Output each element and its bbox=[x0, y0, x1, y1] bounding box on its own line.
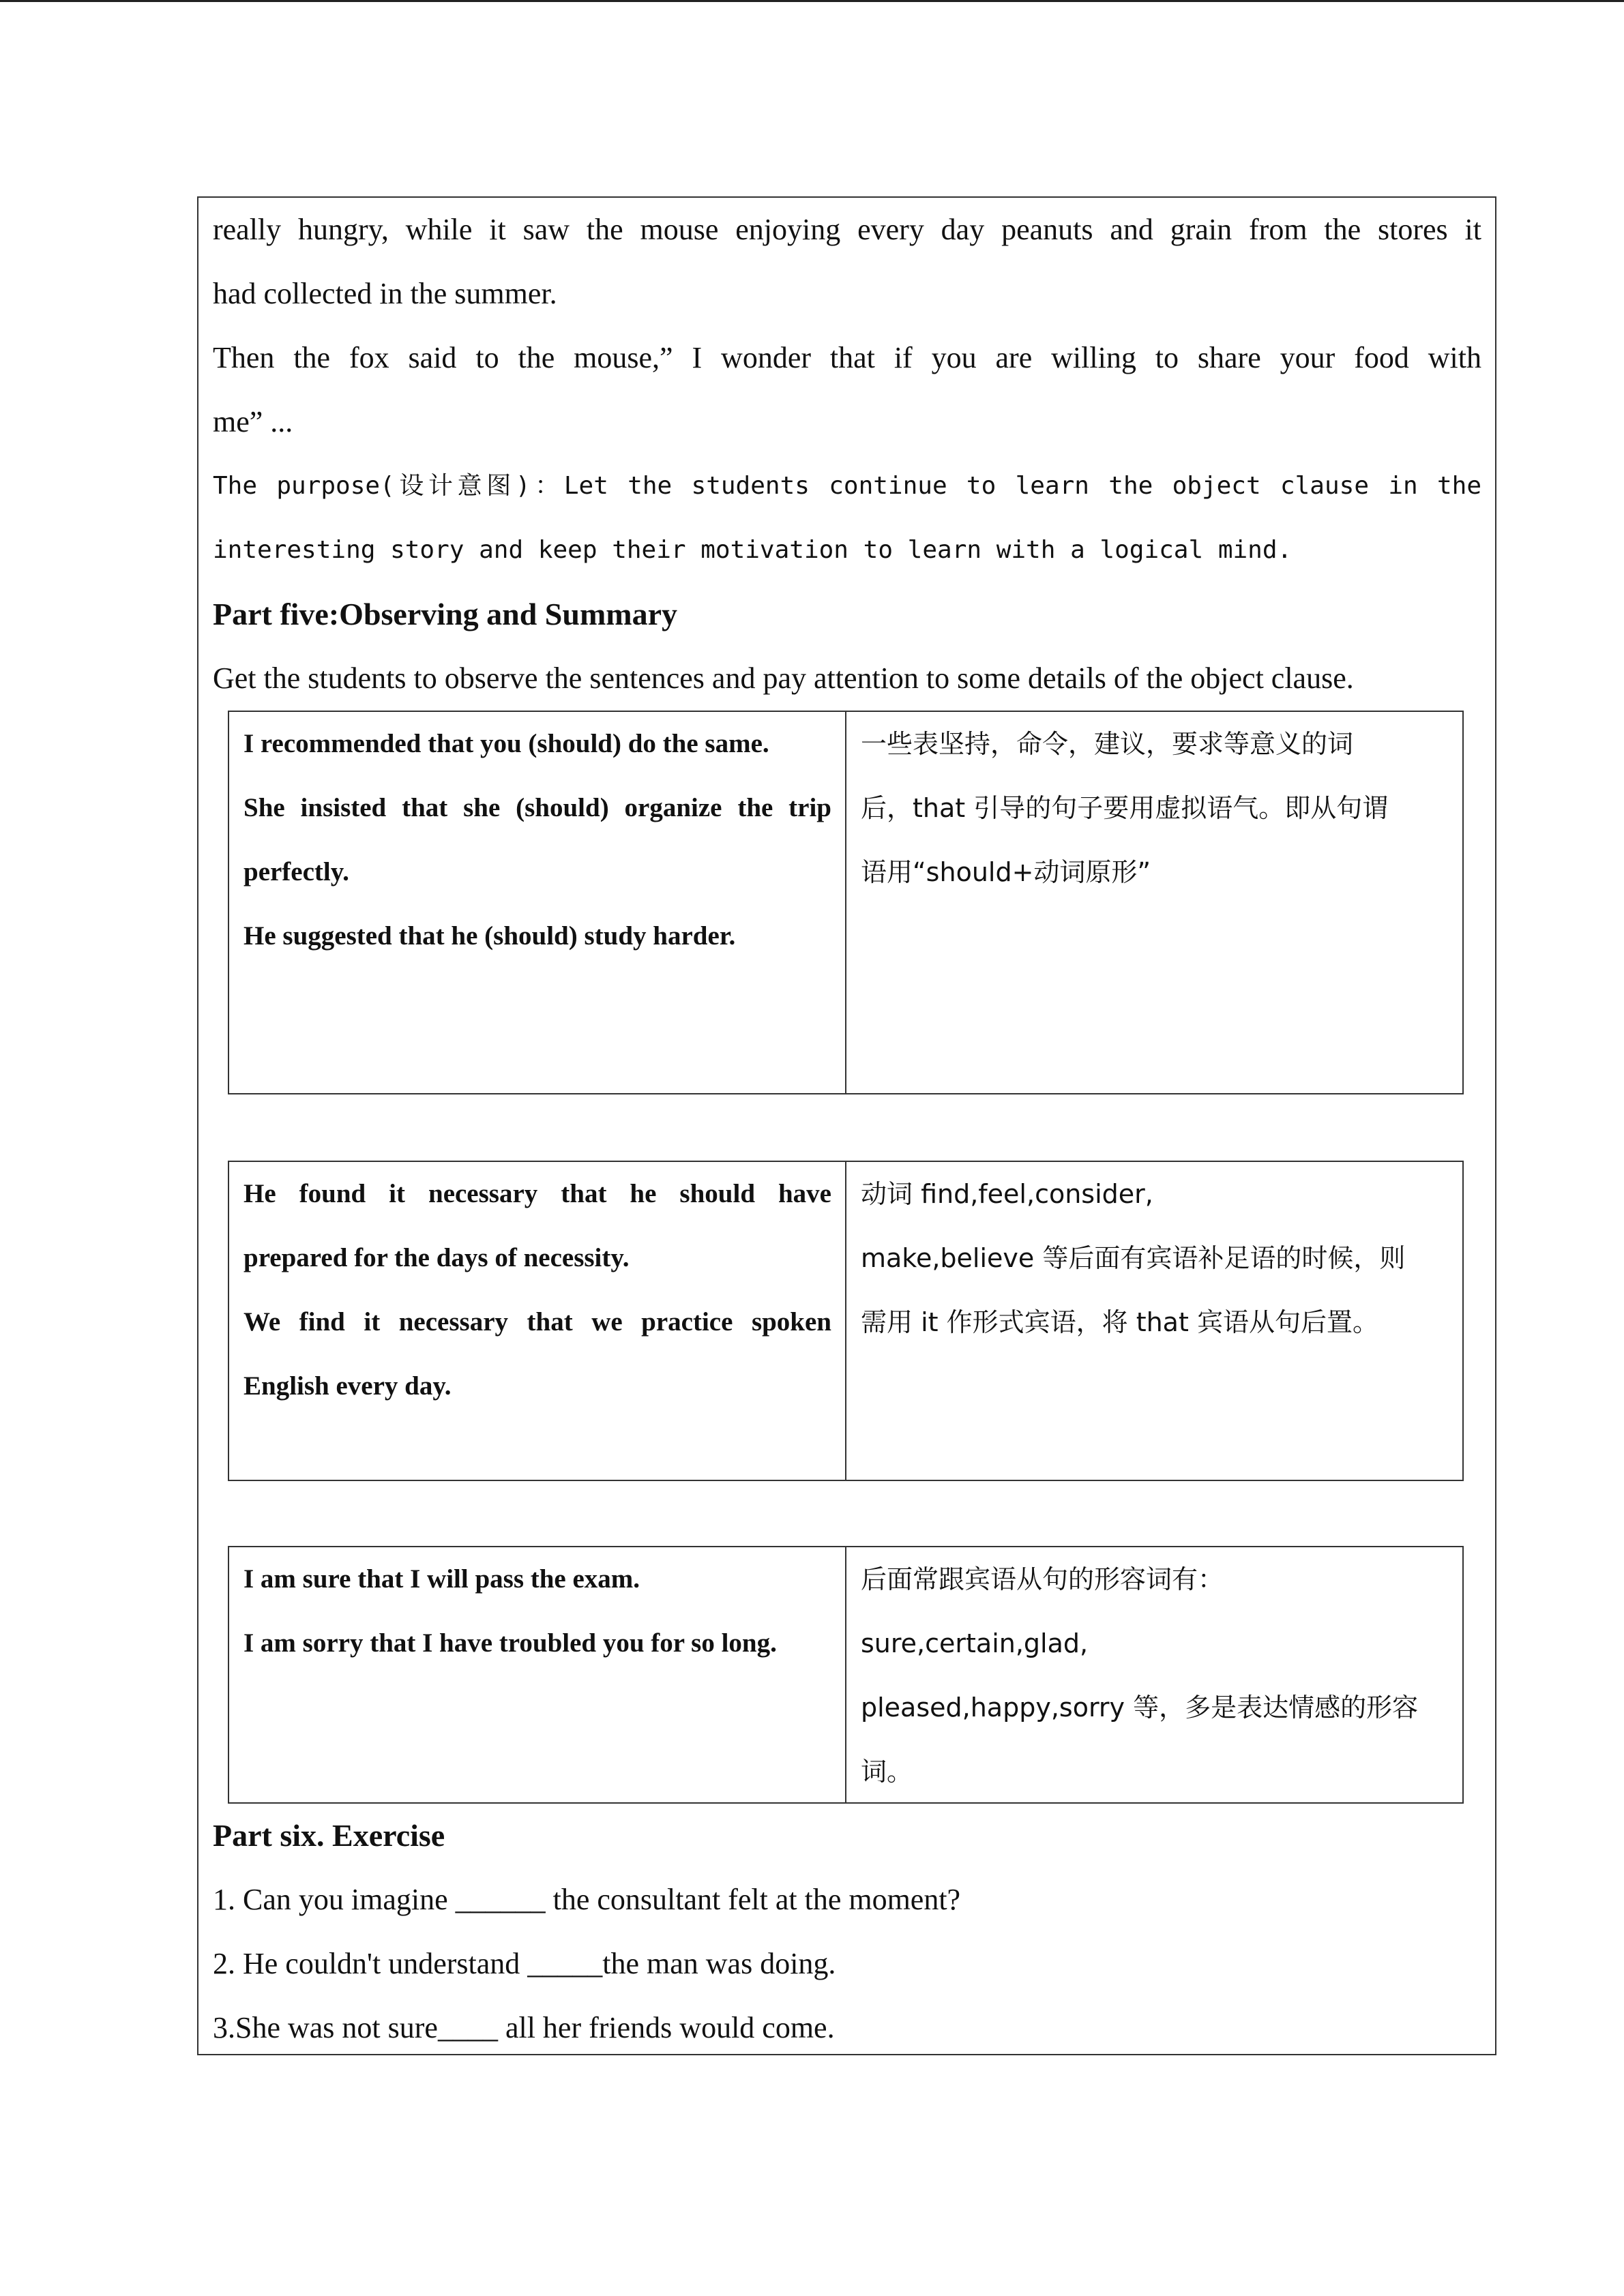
table-2-example: English every day. bbox=[243, 1371, 452, 1401]
story-line-4: me” ... bbox=[213, 405, 293, 438]
table-3-rule-line: sure,certain,glad, bbox=[861, 1628, 1089, 1658]
table-2-example: prepared for the days of necessity. bbox=[243, 1243, 630, 1272]
table-3-rule-line: 词。 bbox=[861, 1757, 913, 1787]
grammar-table-2 bbox=[228, 1161, 1464, 1481]
table-3-examples bbox=[229, 1547, 846, 1802]
story-line-1: really hungry, while it saw the mouse enjoying every day peanuts and grain from the stores it bbox=[213, 213, 1481, 246]
table-1-example: She insisted that she (should) organize the trip bbox=[243, 793, 831, 822]
grammar-table-1 bbox=[228, 711, 1464, 1094]
table-3-example: I am sorry that I have troubled you for so long. bbox=[243, 1628, 777, 1658]
exercise-question-2: 2. He couldn't understand _____the man was doing. bbox=[213, 1947, 836, 1980]
table-1-rule-line: 一些表坚持，命令，建议，要求等意义的词 bbox=[861, 729, 1354, 759]
table-1-example: He suggested that he (should) study harder. bbox=[243, 921, 736, 951]
part-six-heading: Part six. Exercise bbox=[213, 1818, 445, 1853]
part-five-heading: Part five:Observing and Summary bbox=[213, 597, 678, 631]
table-3-rule bbox=[846, 1547, 1462, 1802]
table-2-rule-line: 动词 find,feel,consider, bbox=[861, 1179, 1153, 1209]
grammar-table-3 bbox=[228, 1546, 1464, 1804]
table-2-example: He found it necessary that he should have bbox=[243, 1179, 831, 1208]
table-2-example: We find it necessary that we practice spoken bbox=[243, 1307, 831, 1337]
table-1-examples bbox=[229, 712, 846, 1093]
table-3-rule-line: pleased,happy,sorry 等，多是表达情感的形容 bbox=[861, 1693, 1419, 1723]
table-1-example: I recommended that you (should) do the same. bbox=[243, 729, 769, 758]
table-3-example: I am sure that I will pass the exam. bbox=[243, 1564, 640, 1594]
table-3-rule-line: 后面常跟宾语从句的形容词有： bbox=[861, 1564, 1224, 1594]
table-2-examples bbox=[229, 1162, 846, 1480]
page-top-rule bbox=[0, 0, 1624, 2]
part-five-intro: Get the students to observe the sentences and pay attention to some details of the object clause. bbox=[213, 661, 1354, 695]
table-1-example: perfectly. bbox=[243, 857, 349, 886]
table-1-rule-line: 语用“should+动词原形” bbox=[861, 857, 1151, 887]
purpose-line-1: The purpose(设计意图)：Let the students continue to learn the object clause in the bbox=[213, 472, 1481, 500]
table-2-rule bbox=[846, 1162, 1462, 1480]
purpose-line-2: interesting story and keep their motivation to learn with a logical mind. bbox=[213, 536, 1293, 564]
story-line-3: Then the fox said to the mouse,” I wonder that if you are willing to share your food with bbox=[213, 341, 1481, 374]
lesson-frame bbox=[197, 196, 1496, 2055]
story-line-2: had collected in the summer. bbox=[213, 277, 557, 310]
exercise-question-1: 1. Can you imagine ______ the consultant felt at the moment? bbox=[213, 1883, 961, 1916]
table-2-rule-line: make,believe 等后面有宾语补足语的时候，则 bbox=[861, 1243, 1406, 1273]
table-2-rule-line: 需用 it 作形式宾语，将 that 宾语从句后置。 bbox=[861, 1307, 1378, 1337]
table-1-rule-line: 后，that 引导的句子要用虚拟语气。即从句谓 bbox=[861, 793, 1389, 823]
exercise-question-3: 3.She was not sure____ all her friends would come. bbox=[213, 2011, 835, 2044]
table-1-rule bbox=[846, 712, 1462, 1093]
